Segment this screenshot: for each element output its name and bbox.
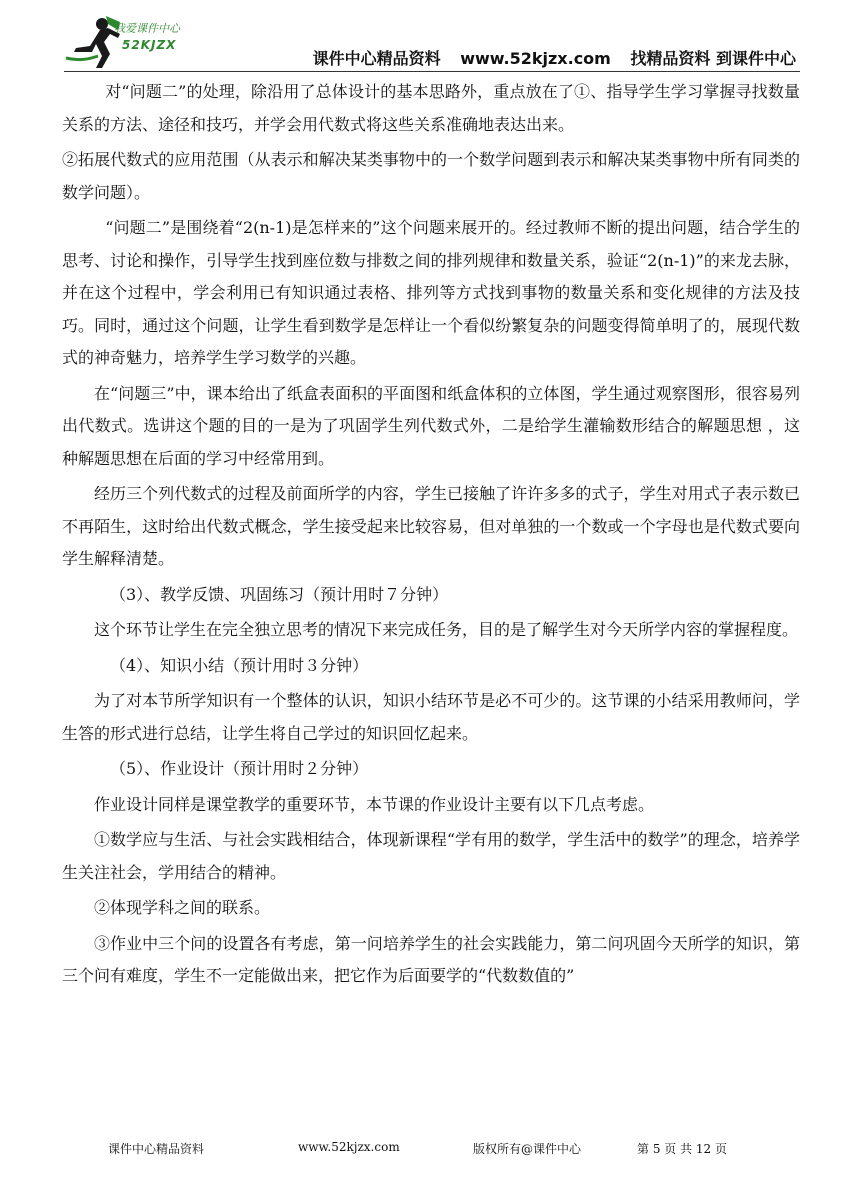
page-number: 第 5 页 共 12 页 [637, 1142, 727, 1156]
header-divider [64, 71, 800, 72]
list-item: ①数学应与生活、与社会实践相结合，体现新课程“学有用的数学，学生活中的数学”的理念，培养学生关注社会，学用结合的精神。 [62, 830, 800, 882]
page-footer [0, 1140, 860, 1160]
logo-tagline: 我爱课件中心 [114, 22, 180, 35]
section-heading: （5）、作业设计（预计用时２分钟） [110, 759, 369, 778]
paragraph: 为了对本节所学知识有一个整体的认识，知识小结环节是必不可少的。这节课的小结采用教师问，学生答的形式进行总结，让学生将自己学过的知识回忆起来。 [62, 691, 800, 743]
site-logo [62, 12, 212, 72]
header-segment-1: 课件中心精品资料 [312, 49, 441, 68]
paragraph: 这个环节让学生在完全独立思考的情况下来完成任务，目的是了解学生对今天所学内容的掌握程度。 [94, 620, 799, 639]
list-item: ②体现学科之间的联系。 [94, 898, 271, 917]
page-header [62, 12, 802, 72]
footer-url[interactable]: www.52kjzx.com [298, 1140, 400, 1154]
footer-copyright: 版权所有@课件中心 [473, 1142, 582, 1156]
paragraph: 经历三个列代数式的过程及前面所学的内容，学生已接触了许许多多的式子，学生对用式子表示数已不再陌生，这时给出代数式概念，学生接受起来比较容易，但对单独的一个数或一个字母也是代数式要向学生解释清楚。 [62, 484, 800, 568]
header-slogan [299, 46, 796, 69]
section-heading: （3）、教学反馈、巩固练习（预计用时７分钟） [110, 584, 449, 604]
footer-label: 课件中心精品资料 [108, 1142, 205, 1156]
runner-icon [62, 12, 122, 72]
document-body [62, 76, 800, 996]
paragraph: 对“问题二”的处理，除沿用了总体设计的基本思路外，重点放在了①、指导学生学习掌握寻找数量关系的方法、途径和技巧，并学会用代数式将这些关系准确地表达出来。 [62, 82, 800, 134]
paragraph: 在“问题三”中，课本给出了纸盒表面积的平面图和纸盒体积的立体图，学生通过观察图形，很容易列出代数式。选讲这个题的目的一是为了巩固学生列代数式外，二是给学生灌输数形结合的解题思想 ，这种解题思想在后面的学习中经常用到。 [62, 383, 800, 468]
header-url[interactable]: www.52kjzx.com [460, 49, 611, 68]
paragraph: 作业设计同样是课堂教学的重要环节，本节课的作业设计主要有以下几点考虑。 [94, 794, 655, 814]
paragraph: “问题二”是围绕着“2(n-1)是怎样来的”这个问题来展开的。经过教师不断的提出问题，结合学生的思考、讨论和操作，引导学生找到座位数与排数之间的排列规律和数量关系，验证“2(n-1)”的来龙去脉，并在这个过程中，学会利用已有知识通过表格、排列等方式找到事物的数量关系和变化规律的方法及技巧。同时，通过这个问题，让学生看到数学是怎样让一个看似纷繁复杂的问题变得简单明了的，展现代数式的神奇魅力，培养学生学习数学的兴趣。 [62, 218, 800, 367]
list-item: ③作业中三个问的设置各有考虑，第一问培养学生的社会实践能力，第二问巩固今天所学的知识，第三个问有难度，学生不一定能做出来，把它作为后面要学的“代数数值的” [62, 933, 800, 985]
section-heading: （4）、知识小结（预计用时３分钟） [110, 655, 369, 675]
logo-wordmark: 52KJZX [122, 38, 177, 52]
paragraph: ②拓展代数式的应用范围（从表示和解决某类事物中的一个数学问题到表示和解决某类事物中所有同类的数学问题）。 [62, 150, 800, 202]
header-segment-3: 找精品资料 到课件中心 [630, 49, 796, 68]
